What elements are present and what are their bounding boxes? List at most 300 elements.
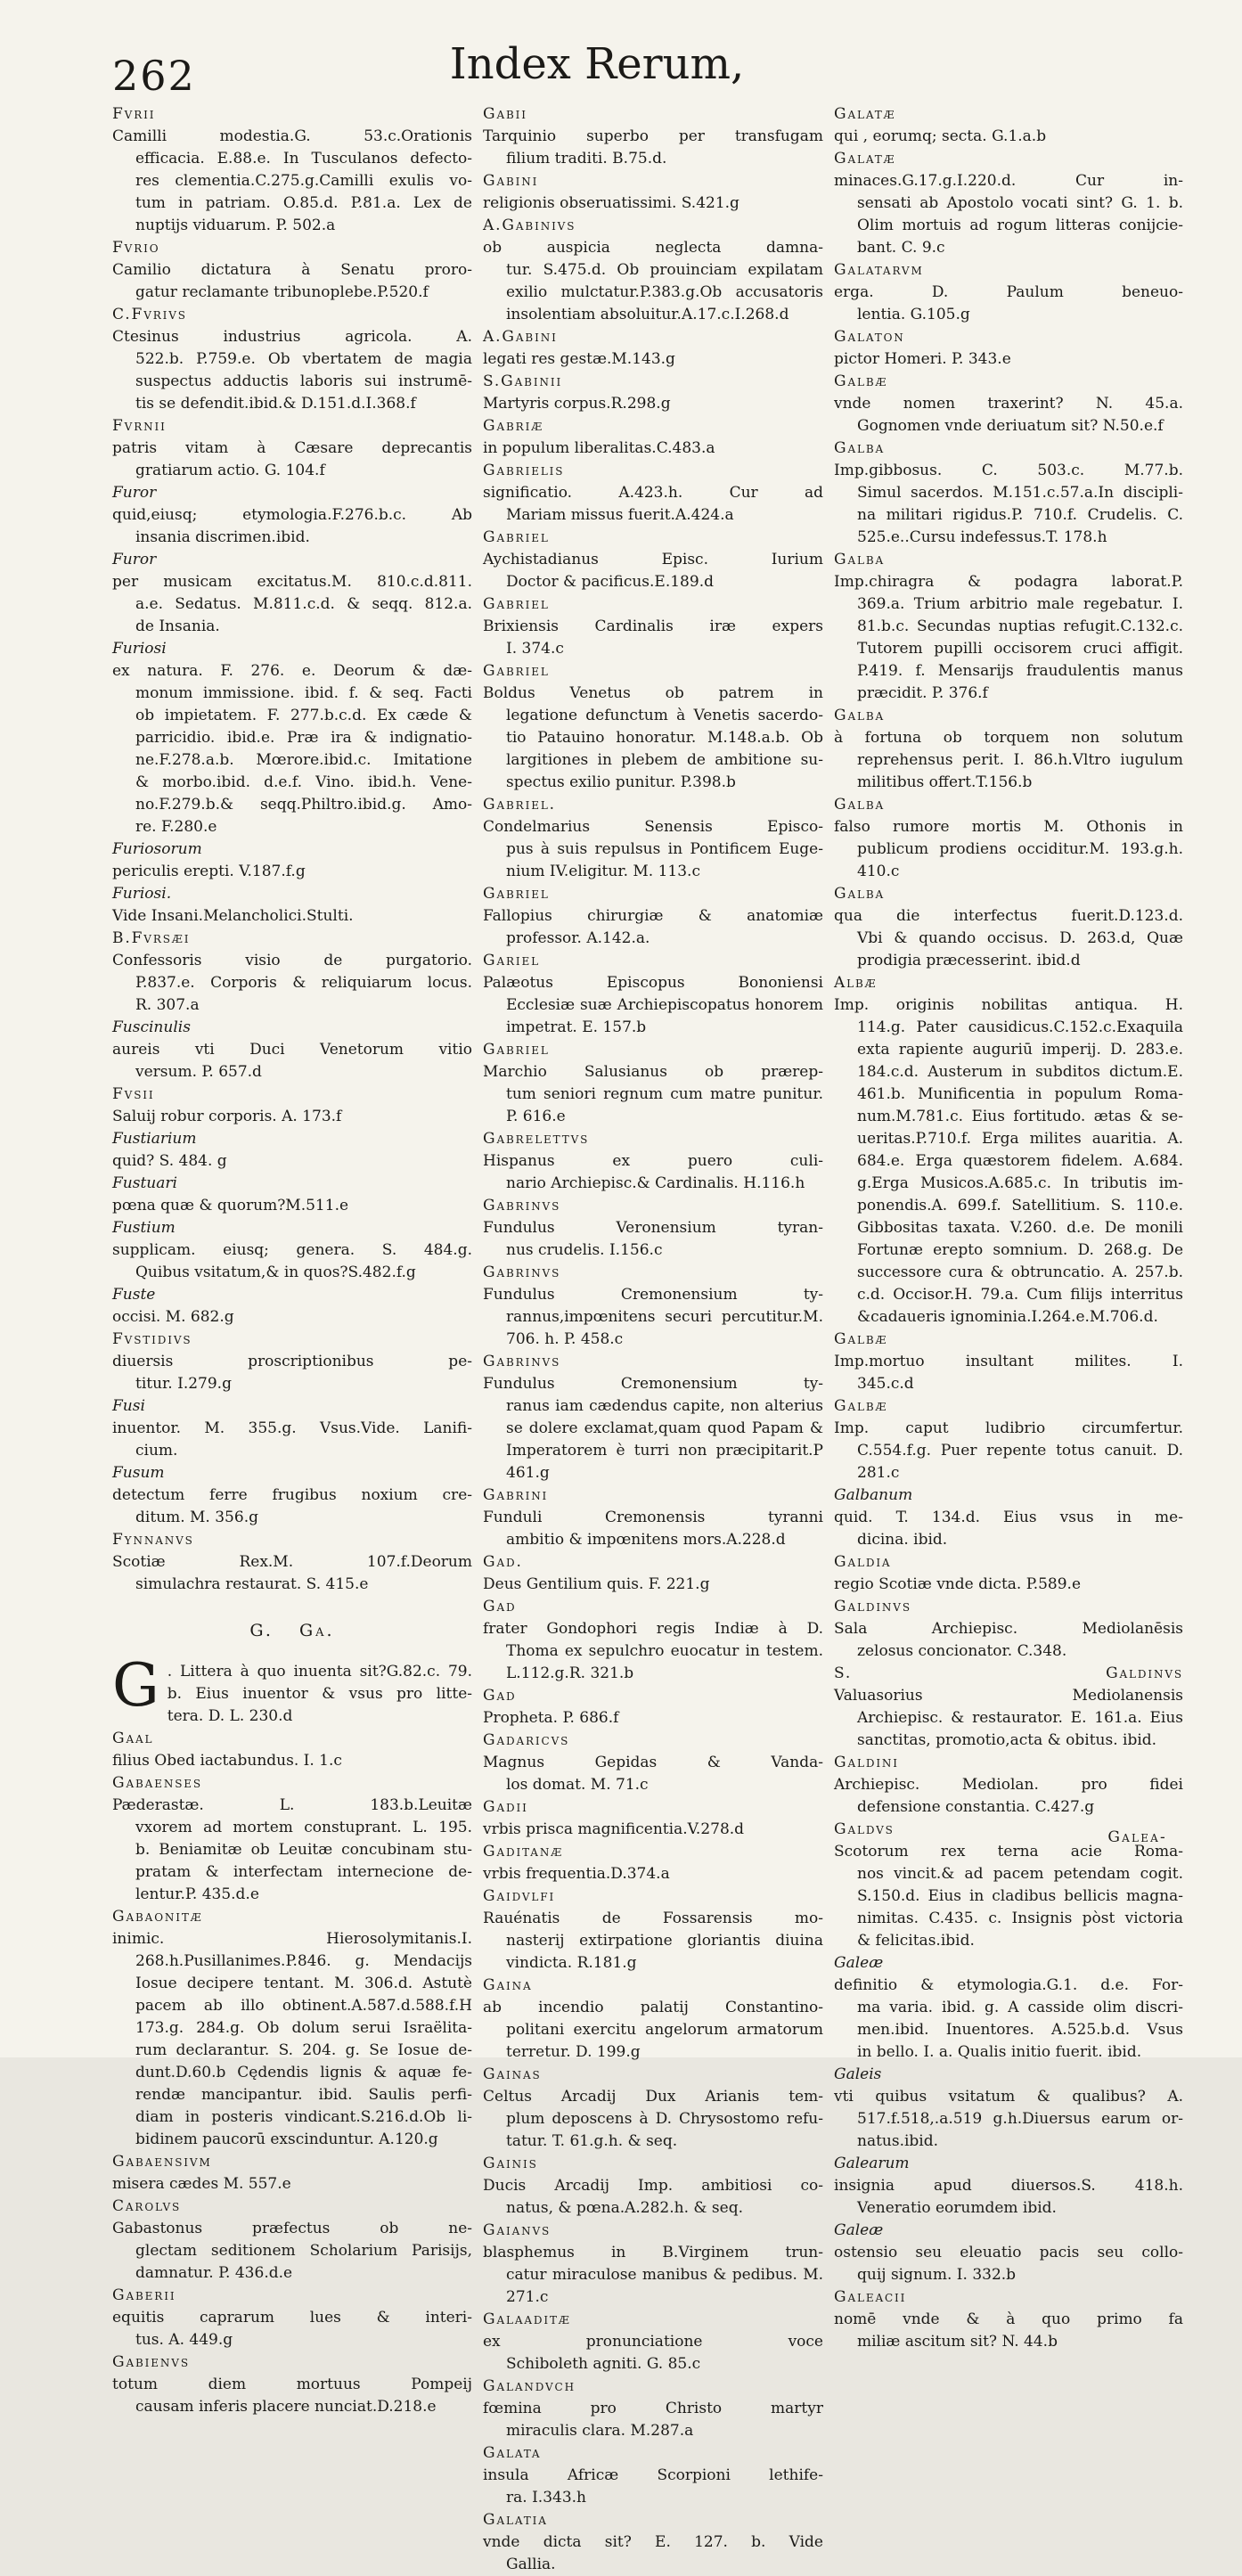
entry-headword: Galdini xyxy=(834,1754,899,1771)
entry-headword: Gaal xyxy=(112,1730,154,1747)
index-line: gratiarum actio. G. 104.f xyxy=(135,462,325,479)
entry-headword: Galaton xyxy=(834,328,905,346)
index-line: na militari rigidus.P. 710.f. Crudelis. C. xyxy=(857,506,1183,524)
index-line: nus crudelis. I.156.c xyxy=(506,1241,663,1259)
entry-headword: Gainis xyxy=(483,2155,538,2172)
index-entry xyxy=(834,794,1183,883)
index-entry xyxy=(834,1484,1183,1551)
index-line: Iosue decipere tentant. M. 306.d. Astutè xyxy=(135,1975,472,1992)
index-line: tera. D. L. 230.d xyxy=(167,1707,293,1725)
index-line: Albæ Imp. originis nobilitas antiqua. H. xyxy=(834,974,1183,1014)
index-line: Galbæ Imp. caput ludibrio circumfertur. xyxy=(834,1397,1183,1437)
entry-headword: Fustium xyxy=(112,1219,176,1237)
index-line: Gabrelettvs Hispanus ex puero culi- xyxy=(483,1130,823,1170)
index-entry xyxy=(483,1885,823,1975)
index-line: Furiosorum periculis erepti. V.187.f.g xyxy=(112,838,472,883)
index-line: 184.c.d. Austerum in subditos dictum.E. xyxy=(857,1063,1183,1081)
index-line: ra. I.343.h xyxy=(506,2489,586,2506)
index-line: nasterij extirpatione gloriantis diuina xyxy=(506,1932,823,1950)
index-line: Galatæ qui , eorumq; secta. G.1.a.b xyxy=(834,103,1183,148)
entry-headword: Galba xyxy=(834,885,886,903)
index-line: P.837.e. Corporis & reliquiarum locus. xyxy=(135,974,472,992)
index-line: Galaton pictor Homeri. P. 343.e xyxy=(834,326,1183,371)
index-line: Galatia vnde dicta sit? E. 127. b. Vide xyxy=(483,2511,823,2551)
index-line: causam inferis placere nunciat.D.218.e xyxy=(135,2398,437,2416)
index-line: no.F.279.b.& seqq.Philtro.ibid.g. Amo- xyxy=(135,796,472,814)
index-line: Galdini Archiepisc. Mediolan. pro fidei xyxy=(834,1754,1183,1794)
index-line: Gaberii equitis caprarum lues & interi- xyxy=(112,2286,472,2327)
entry-headword: Galaaditæ xyxy=(483,2310,571,2328)
index-line: Galaaditæ ex pronunciatione voce xyxy=(483,2310,823,2351)
index-entry xyxy=(834,438,1183,549)
index-line: Gabaenses Pæderastæ. L. 183.b.Leuitæ xyxy=(112,1774,472,1814)
index-entry xyxy=(483,794,823,883)
index-line: 345.c.d xyxy=(857,1375,914,1393)
index-line: bidinem paucorū exscinduntur. A.120.g xyxy=(135,2130,438,2148)
index-line: exta rapiente auguriū imperij. D. 283.e. xyxy=(857,1041,1183,1059)
index-line: diam in posteris vindicant.S.216.d.Ob li- xyxy=(135,2108,472,2126)
index-line: Gabini religionis obseruatissimi. S.421.g xyxy=(483,170,823,215)
index-entry xyxy=(834,2220,1183,2286)
index-entry xyxy=(483,1128,823,1195)
index-line: nuptijs viduarum. P. 502.a xyxy=(135,217,336,234)
index-line: Fvrio Camilio dictatura à Senatu proro- xyxy=(112,239,472,279)
index-line: nario Archiepisc.& Cardinalis. H.116.h xyxy=(506,1174,805,1192)
index-line: Gabriel Fallopius chirurgiæ & anatomiæ xyxy=(483,885,823,925)
index-entry xyxy=(112,1906,472,2151)
entry-headword: S.Gabinii xyxy=(483,372,563,390)
entry-headword: Fvstidivs xyxy=(112,1330,192,1348)
index-line: glectam seditionem Scholarium Parisijs, xyxy=(135,2242,472,2260)
entry-headword: A.Gabini xyxy=(483,328,558,346)
index-line: S. Galdinvs Valuasorius Mediolanensis xyxy=(834,1664,1183,1705)
index-line: politani exercitu angelorum armatorum xyxy=(506,2021,823,2039)
index-line: Doctor & pacificus.E.189.d xyxy=(506,573,714,591)
index-line: ambitio & impœnitens mors.A.228.d xyxy=(506,1531,786,1549)
entry-headword: Albæ xyxy=(834,974,878,992)
index-line: exilio mulctatur.P.383.g.Ob accusatoris xyxy=(506,283,823,301)
index-line: natus.ibid. xyxy=(857,2132,939,2150)
index-line: monum immissione. ibid. f. & seq. Facti xyxy=(135,684,472,702)
entry-headword: Galbæ xyxy=(834,1330,888,1348)
index-line: filium traditi. B.75.d. xyxy=(506,150,667,168)
entry-headword: Fvrii xyxy=(112,105,156,123)
index-line: Thoma ex sepulchro euocatur in testem. xyxy=(506,1642,823,1660)
index-entry xyxy=(483,2309,823,2376)
entry-headword: Gaberii xyxy=(112,2286,176,2304)
index-line: Gariel Palæotus Episcopus Bononiensi xyxy=(483,952,823,992)
index-line: Olim mortuis ad rogum litteras conijcie- xyxy=(857,217,1183,234)
index-entry xyxy=(834,1551,1183,1596)
index-line: sanctitas, promotio,acta & obitus. ibid. xyxy=(857,1731,1157,1749)
index-line: damnatur. P. 436.d.e xyxy=(135,2264,293,2282)
index-line: insolentiam absoluitur.A.17.c.I.268.d xyxy=(506,306,789,323)
index-line: Gadaricvs Magnus Gepidas & Vanda- xyxy=(483,1731,823,1771)
index-entry xyxy=(834,1752,1183,1819)
index-line: R. 307.a xyxy=(135,996,200,1014)
entry-headword: Gariel xyxy=(483,952,540,969)
index-line: quij signum. I. 332.b xyxy=(857,2266,1017,2284)
index-line: Gaidvlfi Rauénatis de Fossarensis mo- xyxy=(483,1887,823,1927)
page-number: 262 xyxy=(112,52,196,100)
index-entry xyxy=(112,1173,472,1217)
index-line: Gabriel. Condelmarius Senensis Episco- xyxy=(483,796,823,836)
index-line: Fvrii Camilli modestia.G. 53.c.Orationis xyxy=(112,105,472,145)
index-entry xyxy=(834,2153,1183,2220)
index-line: spectus exilio punitur. P.398.b xyxy=(506,773,736,791)
index-entry xyxy=(112,928,472,1017)
index-line: g.Erga Musicos.A.685.c. In tributis im- xyxy=(857,1174,1183,1192)
entry-headword: Galata xyxy=(483,2444,542,2462)
entry-headword: Gabini xyxy=(483,172,539,190)
index-line: ob impietatem. F. 277.b.c.d. Ex cæde & xyxy=(135,707,472,724)
entry-headword: Fusum xyxy=(112,1464,165,1482)
index-line: versum. P. 657.d xyxy=(135,1063,262,1081)
index-line: lentia. G.105.g xyxy=(857,306,970,323)
entry-headword: Gabriel xyxy=(483,595,550,613)
entry-headword: Gad. xyxy=(483,1553,523,1571)
index-line: men.ibid. Inuentores. A.525.b.d. Vsus xyxy=(857,2021,1183,2039)
entry-headword: Galatæ xyxy=(834,105,896,123)
index-line: publicum prodiens occiditur.M. 193.g.h. xyxy=(857,840,1183,858)
index-line: Fortunæ erepto somnium. D. 268.g. De xyxy=(857,1241,1183,1259)
index-line: Fvsii Saluij robur corporis. A. 173.f xyxy=(112,1084,472,1128)
index-line: I. 374.c xyxy=(506,640,564,658)
index-line: præcidit. P. 376.f xyxy=(857,684,988,702)
index-line: rendæ mancipantur. ibid. Saulis perfi- xyxy=(135,2086,472,2104)
index-line: tur. S.475.d. Ob prouinciam expilatam xyxy=(506,261,823,279)
index-line: nium IV.eligitur. M. 113.c xyxy=(506,863,700,880)
index-line: pus à suis repulsus in Pontificem Euge- xyxy=(506,840,823,858)
index-line: se dolere exclamat,quam quod Papam & xyxy=(506,1419,823,1437)
entry-headword: Gabrielis xyxy=(483,462,565,479)
index-entry xyxy=(834,259,1183,326)
index-entry xyxy=(834,371,1183,438)
index-entry xyxy=(483,1975,823,2064)
index-line: Galba Imp.chiragra & podagra laborat.P. xyxy=(834,551,1183,591)
entry-headword: A.Gabinivs xyxy=(483,217,576,234)
index-line: 114.g. Pater causidicus.C.152.c.Exaquila xyxy=(857,1018,1183,1036)
index-line: Gabrini Funduli Cremonensis tyranni xyxy=(483,1486,823,1526)
index-line: Furiosi ex natura. F. 276. e. Deorum & dæ- xyxy=(112,640,472,680)
index-entry xyxy=(112,838,472,883)
index-line: Gadii vrbis prisca magnificentia.V.278.d xyxy=(483,1796,823,1841)
index-column-1 xyxy=(112,103,472,2576)
index-line: Galbæ Imp.mortuo insultant milites. I. xyxy=(834,1330,1183,1370)
index-line: insania discrimen.ibid. xyxy=(135,528,310,546)
entry-headword: S. Galdinvs xyxy=(834,1664,1183,1682)
index-entry xyxy=(483,215,823,326)
index-line: 517.f.518,.a.519 g.h.Diuersus earum or- xyxy=(857,2110,1183,2128)
index-line: Galeæ definitio & etymologia.G.1. d.e. For- xyxy=(834,1954,1183,1994)
index-entry xyxy=(112,1728,472,1772)
index-line: successore cura & obtruncatio. A. 257.b. xyxy=(857,1263,1183,1281)
entry-headword: Galeæ xyxy=(834,2221,884,2239)
entry-headword: Gaditanæ xyxy=(483,1843,564,1860)
index-entry xyxy=(483,1796,823,1841)
index-line: parricidio. ibid.e. Præ ira & indignatio- xyxy=(135,729,472,747)
index-line: ditum. M. 356.g xyxy=(135,1509,258,1526)
entry-headword: Gadii xyxy=(483,1798,528,1816)
index-line: plum deposcens à D. Chrysostomo refu- xyxy=(506,2110,823,2128)
index-line: in bello. I. a. Qualis initio fuerit. ibid. xyxy=(857,2043,1142,2061)
index-entry xyxy=(112,482,472,549)
entry-headword: Fvrnii xyxy=(112,417,167,435)
entry-headword: Galearum xyxy=(834,2155,910,2172)
index-entry xyxy=(112,1772,472,1906)
index-line: tis se defendit.ibid.& D.151.d.I.368.f xyxy=(135,395,416,413)
entry-headword: Fvsii xyxy=(112,1085,155,1103)
index-line: Gabrinvs Fundulus Cremonensium ty- xyxy=(483,1263,823,1304)
entry-headword: Furor xyxy=(112,551,157,568)
index-line: 461.b. Munificentia in populum Roma- xyxy=(857,1085,1183,1103)
index-line: . Littera à quo inuenta sit?G.82.c. 79. xyxy=(167,1663,472,1681)
index-line: rannus,impœnitens securi percutitur.M. xyxy=(506,1308,823,1326)
index-entry xyxy=(483,2220,823,2309)
entry-headword: Gabaenses xyxy=(112,1774,203,1792)
entry-headword: Galba xyxy=(834,551,886,568)
entry-headword: Galdvs xyxy=(834,1820,895,1838)
index-line: reprehensus perit. I. 86.h.Vltro iugulum xyxy=(857,751,1183,769)
index-line: Quibus vsitatum,& in quos?S.482.f.g xyxy=(135,1263,416,1281)
index-entry xyxy=(483,170,823,215)
index-line: A.Gabini legati res gestæ.M.143.g xyxy=(483,326,823,371)
index-line: Fustiarium quid? S. 484. g xyxy=(112,1128,472,1173)
index-entry xyxy=(112,304,472,415)
index-line: simulachra restaurat. S. 415.e xyxy=(135,1575,369,1593)
index-line: miliæ ascitum sit? N. 44.b xyxy=(857,2333,1058,2351)
entry-headword: Gabriæ xyxy=(483,417,544,435)
index-line: tus. A. 449.g xyxy=(135,2331,233,2349)
index-line: Galba à fortuna ob torquem non solutum xyxy=(834,707,1183,747)
index-line: 525.e..Cursu indefessus.T. 178.h xyxy=(857,528,1107,546)
index-line: 271.c xyxy=(506,2288,549,2306)
index-line: de Insania. xyxy=(135,617,220,635)
index-line: dunt.D.60.b Cędendis lignis & aquæ fe- xyxy=(135,2064,472,2081)
index-line: C.554.f.g. Puer repente totus canuit. D. xyxy=(857,1442,1183,1460)
index-line: vxorem ad mortem constuprant. L. 195. xyxy=(135,1819,472,1836)
index-line: Furiosi. Vide Insani.Melancholici.Stulti. xyxy=(112,883,472,928)
index-line: 173.g. 284.g. Ob dolum serui Israëlita- xyxy=(135,2019,472,2037)
index-entry xyxy=(834,326,1183,371)
index-line: B.Fvrsæi Confessoris visio de purgatorio. xyxy=(112,929,472,969)
index-entry xyxy=(834,1329,1183,1395)
index-line: miraculis clara. M.287.a xyxy=(506,2422,694,2440)
index-entry xyxy=(112,1128,472,1173)
index-line: professor. A.142.a. xyxy=(506,929,650,947)
index-entry xyxy=(483,1351,823,1484)
index-line: ranus iam cædendus capite, non alterius xyxy=(506,1397,823,1415)
index-entry xyxy=(483,660,823,794)
index-line: re. F.280.e xyxy=(135,818,217,836)
index-entry xyxy=(483,1484,823,1551)
index-line: Fvrnii patris vitam à Cæsare deprecantis xyxy=(112,417,472,457)
index-entry xyxy=(112,1462,472,1529)
entry-headword: Furiosorum xyxy=(112,840,202,858)
index-line: Gabienvs totum diem mortuus Pompeij xyxy=(112,2353,472,2393)
index-entry xyxy=(112,1017,472,1084)
index-line: b. Beniamitæ ob Leuitæ concubinam stu- xyxy=(135,1841,472,1859)
index-line: Galatæ minaces.G.17.g.I.220.d. Cur in- xyxy=(834,150,1183,190)
index-entry xyxy=(483,326,823,371)
index-line: dicina. ibid. xyxy=(857,1531,948,1549)
index-entry xyxy=(483,1262,823,1351)
page-title: Index Rerum, xyxy=(449,39,745,89)
index-entry xyxy=(834,883,1183,972)
entry-headword: Galeæ xyxy=(834,1954,884,1972)
index-line: Galdia regio Scotiæ vnde dicta. P.589.e xyxy=(834,1551,1183,1596)
index-line: Gaianvs blasphemus in B.Virginem trun- xyxy=(483,2221,823,2261)
index-line: suspectus adductis laboris sui instrumē- xyxy=(135,372,472,390)
index-entry xyxy=(834,1596,1183,1663)
index-line: & morbo.ibid. d.e.f. Vino. ibid.h. Vene- xyxy=(135,773,472,791)
index-line: Archiepisc. & restaurator. E. 161.a. Eius xyxy=(857,1709,1183,1727)
index-entry xyxy=(483,1551,823,1596)
index-entry xyxy=(483,2442,823,2509)
index-entry xyxy=(112,2285,472,2351)
index-entry xyxy=(112,1329,472,1395)
index-line: Gad Propheta. P. 686.f xyxy=(483,1685,823,1730)
entry-headword: Fustuari xyxy=(112,1174,177,1192)
index-line: Mariam missus fuerit.A.424.a xyxy=(506,506,734,524)
index-line: militibus offert.T.156.b xyxy=(857,773,1033,791)
index-entry xyxy=(483,2376,823,2442)
index-line: rum declarantur. S. 204. g. Se Iosue de- xyxy=(135,2041,472,2059)
index-entry xyxy=(834,1395,1183,1484)
index-line: nimitas. C.435. c. Insignis pòst victoria xyxy=(857,1910,1183,1927)
index-line: Galata insula Africæ Scorpioni lethife- xyxy=(483,2444,823,2484)
entry-headword: Galdia xyxy=(834,1553,892,1571)
entry-headword: Galatæ xyxy=(834,150,896,168)
index-line: bant. C. 9.c xyxy=(857,239,945,257)
index-line: Gibbositas taxata. V.260. d.e. De monili xyxy=(857,1219,1183,1237)
index-line: catur miraculose manibus & pedibus. M. xyxy=(506,2266,823,2284)
index-entry xyxy=(112,1529,472,1596)
index-line: Gabriel Brixiensis Cardinalis iræ expers xyxy=(483,595,823,635)
index-line: & felicitas.ibid. xyxy=(857,1932,975,1950)
entry-headword: Gabriel xyxy=(483,1041,550,1059)
index-entry xyxy=(483,1841,823,1885)
index-entry xyxy=(483,950,823,1039)
index-line: tum in patriam. O.85.d. P.81.a. Lex de xyxy=(135,194,472,212)
index-line: cium. xyxy=(135,1442,178,1460)
index-entry xyxy=(483,460,823,527)
index-text-block xyxy=(112,103,1183,2576)
index-entry xyxy=(483,883,823,950)
entry-headword: Gad xyxy=(483,1598,517,1615)
index-line: Galba Imp.gibbosus. C. 503.c. M.77.b. xyxy=(834,439,1183,479)
index-line: &cadaueris ignominia.I.264.e.M.706.d. xyxy=(857,1308,1158,1326)
index-line: Vbi & quando occisus. D. 263.d, Quæ xyxy=(857,929,1183,947)
index-line: L.112.g.R. 321.b xyxy=(506,1664,634,1682)
index-line: defensione constantia. C.427.g xyxy=(857,1798,1095,1816)
index-line: Gabriel Aychistadianus Episc. Iurium xyxy=(483,528,823,568)
index-line: ueritas.P.710.f. Erga milites auaritia. A. xyxy=(857,1130,1183,1148)
index-line: pacem ab illo obtinent.A.587.d.588.f.H xyxy=(135,1997,472,2015)
entry-headword: Furiosi xyxy=(112,640,167,658)
index-line: a.e. Sedatus. M.811.c.d. & seqq. 812.a. xyxy=(135,595,472,613)
index-line: Gallia. xyxy=(506,2556,556,2573)
index-line: zelosus concionator. C.348. xyxy=(857,1642,1067,1660)
index-line: lentur.P. 435.d.e xyxy=(135,1885,259,1903)
index-entry xyxy=(112,2151,472,2196)
index-line: Imperatorem è turri non præcipitarit.P xyxy=(506,1442,823,1460)
entry-headword: Gabriel xyxy=(483,662,550,680)
index-line: legatione defunctum à Venetis sacerdo- xyxy=(506,707,823,724)
index-line: impetrat. E. 157.b xyxy=(506,1018,647,1036)
index-entry xyxy=(112,103,472,237)
index-line: S.150.d. Eius in cladibus bellicis magna- xyxy=(857,1887,1183,1905)
index-entry xyxy=(112,1284,472,1329)
entry-headword: Galbanum xyxy=(834,1486,913,1504)
index-entry xyxy=(834,1952,1183,2064)
index-line: Galba falso rumore mortis M. Othonis in xyxy=(834,796,1183,836)
index-line: prodigia præcesserint. ibid.d xyxy=(857,952,1081,969)
index-line: Galba qua die interfectus fuerit.D.123.d. xyxy=(834,885,1183,925)
index-line: P.419. f. Mensarijs fraudulentis manus xyxy=(857,662,1183,680)
index-line: Fusum detectum ferre frugibus noxium cre- xyxy=(112,1464,472,1504)
entry-headword: Gabrinvs xyxy=(483,1197,561,1214)
entry-headword: Gabrinvs xyxy=(483,1263,561,1281)
index-line: Fvstidivs diuersis proscriptionibus pe- xyxy=(112,1330,472,1370)
entry-headword: Galdinvs xyxy=(834,1598,911,1615)
index-line: Gaina ab incendio palatij Constantino- xyxy=(483,1976,823,2016)
index-line: c.d. Occisor.H. 79.a. Cum filijs interritus xyxy=(857,1286,1183,1304)
index-line: 281.c xyxy=(857,1464,900,1482)
index-line: Gabriel Boldus Venetus ob patrem in xyxy=(483,662,823,702)
index-entry xyxy=(483,1730,823,1796)
index-line: Gabriel Marchio Salusianus ob prærep- xyxy=(483,1041,823,1081)
index-entry xyxy=(834,148,1183,259)
index-line: Galeacii nomē vnde & à quo primo fa xyxy=(834,2288,1183,2328)
index-line: 522.b. P.759.e. Ob vbertatem de magia xyxy=(135,350,472,368)
index-line: Gabaensivm misera cædes M. 557.e xyxy=(112,2151,472,2196)
index-column-3 xyxy=(834,103,1183,2576)
index-line: C.Fvrivs Ctesinus industrius agricola. A. xyxy=(112,306,472,346)
index-line: Galearum insignia apud diuersos.S. 418.h. xyxy=(834,2155,1183,2195)
index-line: Veneratio eorumdem ibid. xyxy=(857,2199,1057,2217)
index-entry xyxy=(112,1395,472,1462)
index-line: titur. I.279.g xyxy=(135,1375,232,1393)
index-line: num.M.781.c. Eius fortitudo. ætas & se- xyxy=(857,1108,1183,1125)
index-entry xyxy=(112,638,472,838)
index-line: Gad. Deus Gentilium quis. F. 221.g xyxy=(483,1551,823,1596)
entry-headword: Fuscinulis xyxy=(112,1018,191,1036)
index-line: largitiones in plebem de ambitione su- xyxy=(506,751,823,769)
index-entry xyxy=(483,371,823,415)
section-heading: G. Ga. xyxy=(249,1621,335,1640)
index-line: tatur. T. 61.g.h. & seq. xyxy=(506,2132,678,2150)
entry-headword: Fusi xyxy=(112,1397,145,1415)
index-line: Ecclesiæ suæ Archiepiscopatus honorem xyxy=(506,996,823,1014)
index-line: Gabriæ in populum liberalitas.C.483.a xyxy=(483,415,823,460)
index-entry xyxy=(112,1217,472,1284)
entry-headword: Gabienvs xyxy=(112,2353,190,2371)
entry-headword: Gabriel xyxy=(483,885,550,903)
index-line: ponendis.A. 699.f. Satellitium. S. 110.e. xyxy=(857,1197,1183,1214)
index-entry xyxy=(834,705,1183,794)
entry-headword: Gaidvlfi xyxy=(483,1887,556,1905)
entry-headword: Gaina xyxy=(483,1976,533,1994)
index-entry xyxy=(112,549,472,638)
index-line: Galdinvs Sala Archiepisc. Mediolanēsis xyxy=(834,1598,1183,1638)
index-entry xyxy=(834,972,1183,1329)
index-entry xyxy=(834,2286,1183,2353)
entry-headword: B.Fvrsæi xyxy=(112,929,191,947)
index-line: Fuste occisi. M. 682.g xyxy=(112,1284,472,1329)
index-entry xyxy=(112,415,472,482)
entry-headword: Gabriel xyxy=(483,528,550,546)
